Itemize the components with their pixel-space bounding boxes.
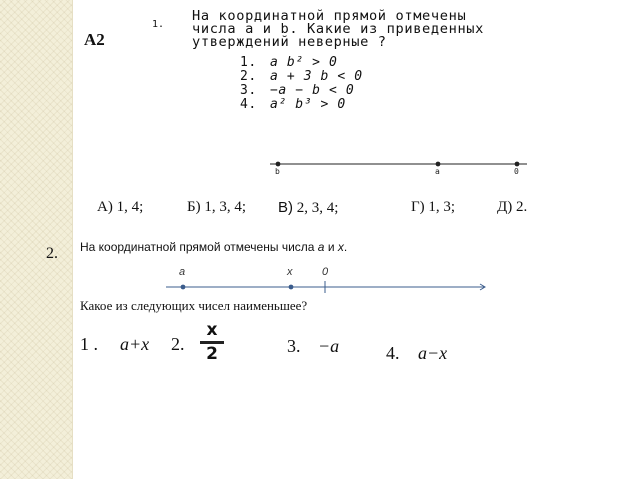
number-line-2-label-a: a xyxy=(179,266,186,278)
option-1-number: 1 . xyxy=(80,334,98,354)
option-3-number: 3. xyxy=(287,336,301,356)
task-label: А2 xyxy=(84,30,105,49)
number-line-2-label-zero: 0 xyxy=(322,266,329,278)
number-line-1-point-zero xyxy=(515,162,520,167)
question-1-line-1: На координатной прямой отмечены xyxy=(192,9,467,24)
statement-2-label: 2. xyxy=(240,69,257,84)
option-4-number: 4. xyxy=(386,343,400,363)
statement-4-label: 4. xyxy=(240,97,257,112)
answer-d: Д) 2. xyxy=(497,199,528,215)
answer-a: А) 1, 4; xyxy=(97,199,144,215)
option-2-number: 2. xyxy=(171,334,185,354)
number-line-1 xyxy=(270,162,527,176)
question-2-text-prefix: На координатной прямой отмечены числа xyxy=(80,240,318,254)
question-1-line-3: утверждений неверные ? xyxy=(192,35,387,50)
number-line-1-point-a xyxy=(436,162,441,167)
answer-v-values: 2, 3, 4; xyxy=(296,200,339,216)
number-line-1-label-zero: 0 xyxy=(514,167,519,176)
option-4-expr: a−x xyxy=(418,343,448,363)
number-line-2-point-x xyxy=(289,285,294,290)
statement-1-label: 1. xyxy=(240,55,257,70)
question-2-prompt: Какое из следующих чисел наименьшее? xyxy=(80,298,308,313)
number-line-2-label-x: x xyxy=(287,266,293,278)
option-3-expr: −a xyxy=(318,336,340,356)
statement-1-expr: a b² > 0 xyxy=(270,55,338,70)
option-1-expr: a+x xyxy=(120,334,150,354)
answer-g: Г) 1, 3; xyxy=(411,199,456,215)
answer-v xyxy=(278,199,338,217)
statement-3-expr: −a − b < 0 xyxy=(270,83,355,98)
number-line-1-label-a: a xyxy=(435,167,440,176)
question-1-line-2: числа a и b. Какие из приведенных xyxy=(192,22,484,37)
answer-v-letter: В) xyxy=(278,199,293,216)
question-1-number: 1. xyxy=(152,19,165,30)
number-line-1-label-b: b xyxy=(275,167,280,176)
number-line-2-point-a xyxy=(181,285,186,290)
option-2-denominator: 2 xyxy=(206,344,218,364)
question-2-period: . xyxy=(343,240,348,254)
question-2-var-x: x xyxy=(337,240,344,254)
question-2-var-a: a xyxy=(317,240,325,254)
question-2-text xyxy=(80,240,347,254)
number-line-2 xyxy=(166,266,485,293)
question-2-number: 2. xyxy=(46,245,58,262)
option-2-numerator: x xyxy=(206,320,218,340)
option-2-fraction xyxy=(200,322,224,363)
statement-2-expr: a + 3 b < 0 xyxy=(270,69,363,84)
statement-4-expr: a² b³ > 0 xyxy=(270,97,346,112)
statement-3-label: 3. xyxy=(240,83,257,98)
answer-b: Б) 1, 3, 4; xyxy=(187,199,247,215)
number-line-1-point-b xyxy=(276,162,281,167)
question-2-conj: и xyxy=(324,240,338,254)
